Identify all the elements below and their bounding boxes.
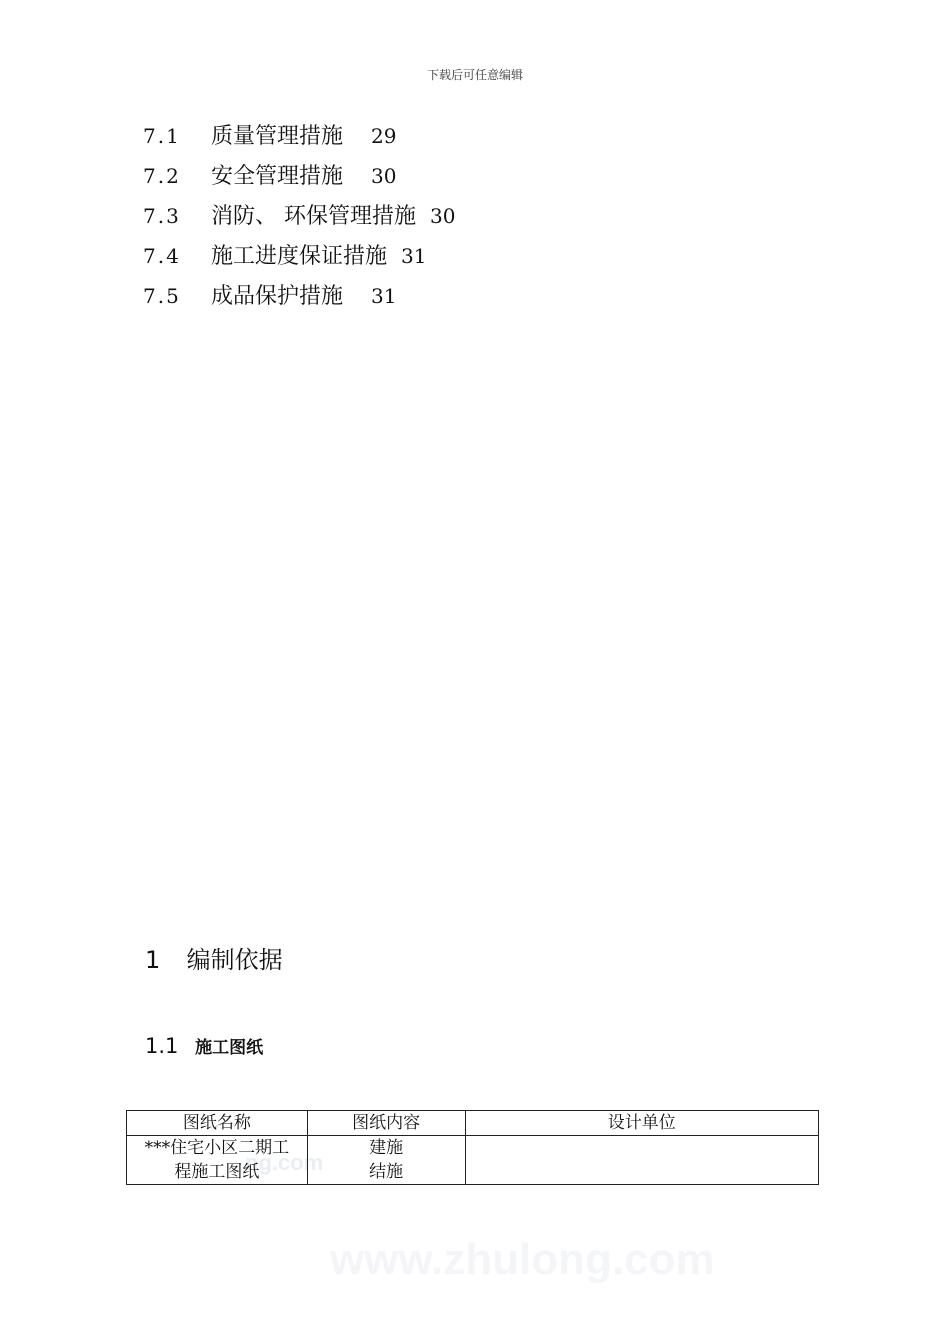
drawing-content-cell (307, 1136, 465, 1185)
section-title: 施工图纸 (195, 1038, 264, 1058)
column-header: 设计单位 (465, 1111, 818, 1136)
section-heading-1-1 (145, 1033, 263, 1058)
toc-title: 质量管理措施 (211, 124, 344, 149)
toc-title: 成品保护措施 (211, 284, 344, 309)
section-number: 1.1 (145, 1034, 179, 1058)
toc-page: 30 (430, 204, 456, 228)
toc-entry[interactable] (143, 120, 455, 160)
toc-page: 30 (371, 164, 397, 188)
cell-line: ***住宅小区二期工 (144, 1138, 290, 1158)
toc-title: 安全管理措施 (211, 164, 344, 189)
toc-page: 31 (371, 284, 397, 308)
toc-number: 7.4 (143, 244, 181, 268)
drawing-name-cell (127, 1136, 308, 1185)
toc-title: 施工进度保证措施 (211, 244, 388, 269)
column-header: 图纸名称 (127, 1111, 308, 1136)
cell-line: 建施 (369, 1138, 404, 1158)
table-header-row (127, 1111, 819, 1136)
drawings-table (126, 1110, 819, 1185)
toc-page: 29 (371, 124, 397, 148)
table-row (127, 1136, 819, 1185)
toc-page: 31 (401, 244, 427, 268)
watermark-text: www.zhulong.com (330, 1235, 715, 1284)
toc-number: 7.5 (143, 284, 181, 308)
table-of-contents (143, 120, 455, 320)
toc-entry[interactable] (143, 280, 455, 320)
section-title: 编制依据 (186, 946, 283, 974)
header-note: 下载后可任意编辑 (426, 68, 523, 82)
toc-number: 7.1 (143, 124, 181, 148)
toc-title: 消防、 环保管理措施 (211, 204, 416, 229)
toc-entry[interactable] (143, 240, 455, 280)
toc-entry[interactable] (143, 200, 455, 240)
toc-number: 7.3 (143, 204, 181, 228)
section-heading-1 (145, 940, 283, 975)
cell-line: 结施 (369, 1162, 404, 1182)
toc-entry[interactable] (143, 160, 455, 200)
column-header: 图纸内容 (307, 1111, 465, 1136)
watermark-text: ng.com (245, 1150, 324, 1175)
design-unit-cell (465, 1136, 818, 1185)
toc-number: 7.2 (143, 164, 181, 188)
section-number: 1 (145, 946, 161, 974)
cell-line: 程施工图纸 (174, 1162, 260, 1182)
